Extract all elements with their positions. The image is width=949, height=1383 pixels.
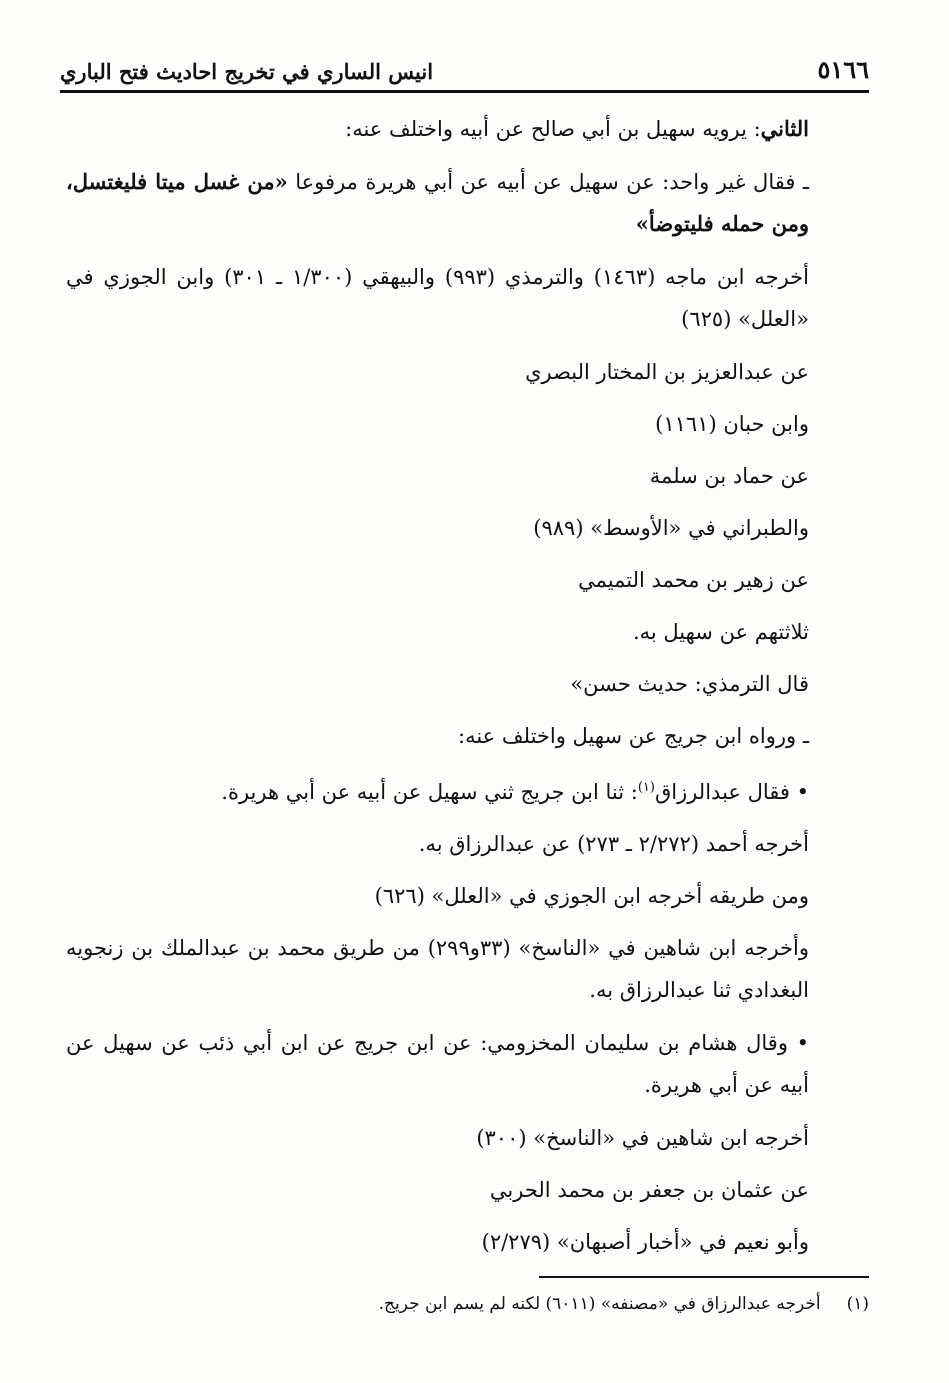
text-marfu-intro: ـ فقال غير واحد: عن سهيل عن أبيه عن أبي هريرة مرفوعا — [287, 170, 809, 194]
paragraph-narrator-3: عن زهير بن محمد التميمي — [578, 568, 809, 592]
page-body — [66, 108, 869, 1273]
page-number: ٥١٦٦ — [817, 55, 869, 84]
footnote — [66, 1290, 869, 1318]
text-second-route: : يرويه سهيل بن أبي صالح عن أبيه واختلف عنه: — [345, 117, 761, 141]
paragraph-tirmidhi-verdict: قال الترمذي: حديث حسن» — [570, 672, 809, 696]
paragraph-takhrij-1: أخرجه ابن ماجه (١٤٦٣) والترمذي (٩٩٣) والبيهقي (١/٣٠٠ ـ ٣٠١) وابن الجوزي في «العلل» (٦٢٥) — [66, 265, 809, 331]
paragraph-source-tabarani: والطبراني في «الأوسط» (٩٨٩) — [533, 516, 809, 540]
heading-second: الثاني — [760, 116, 809, 141]
paragraph-marfu — [66, 161, 869, 245]
running-title: انيس الساري في تخريج احاديث فتح الباري — [60, 59, 434, 84]
text-abdurrazzaq: • فقال عبدالرزاق — [654, 780, 809, 804]
paragraph-ibn-shahin-1: وأخرجه ابن شاهين في «الناسخ» (٣٣و٢٩٩) من طريق محمد بن عبدالملك بن زنجويه البغدادي ثنا عبدالرزاق به. — [66, 936, 809, 1002]
paragraph-abdurrazzaq — [66, 767, 869, 813]
footnote-separator — [539, 1276, 869, 1278]
text-abdurrazzaq-chain: : ثنا ابن جريج ثني سهيل عن أبيه عن أبي هريرة. — [221, 780, 638, 804]
paragraph-ibn-jawzi: ومن طريقه أخرجه ابن الجوزي في «العلل» (٦٢٦) — [374, 884, 809, 908]
paragraph-ibn-shahin-2: أخرجه ابن شاهين في «الناسخ» (٣٠٠) — [476, 1126, 809, 1150]
paragraph-three-of-them: ثلاثتهم عن سهيل به. — [632, 620, 809, 644]
page-header — [60, 52, 869, 93]
paragraph-abu-nuaym: وأبو نعيم في «أخبار أصبهان» (٢/٢٧٩) — [481, 1230, 809, 1254]
paragraph-source-ibn-hibban: وابن حبان (١١٦١) — [655, 412, 809, 436]
paragraph-narrator-uthman: عن عثمان بن جعفر بن محمد الحربي — [489, 1178, 809, 1202]
footnote-text: أخرجه عبدالرزاق في «مصنفه» (٦٠١١) لكنه لم يسم ابن جريج. — [378, 1294, 821, 1314]
paragraph-narrator-2: عن حماد بن سلمة — [649, 464, 809, 488]
footnote-reference[interactable]: (١) — [637, 780, 655, 795]
paragraph-hisham: • وقال هشام بن سليمان المخزومي: عن ابن جريج عن ابن أبي ذئب عن سهيل عن أبيه عن أبي هريرة. — [66, 1031, 809, 1097]
paragraph-narrator-1: عن عبدالعزيز بن المختار البصري — [525, 360, 809, 384]
paragraph-second-route — [66, 108, 869, 150]
paragraph-ahmad: أخرجه أحمد (٢/٢٧٢ ـ ٢٧٣) عن عبدالرزاق به. — [418, 832, 809, 856]
footnote-marker: (١) — [846, 1294, 869, 1314]
hadith-text: «من غسل ميتا فليغتسل، ومن حمله فليتوضأ» — [66, 169, 809, 236]
paragraph-ibn-jurayj: ـ ورواه ابن جريج عن سهيل واختلف عنه: — [458, 724, 809, 748]
